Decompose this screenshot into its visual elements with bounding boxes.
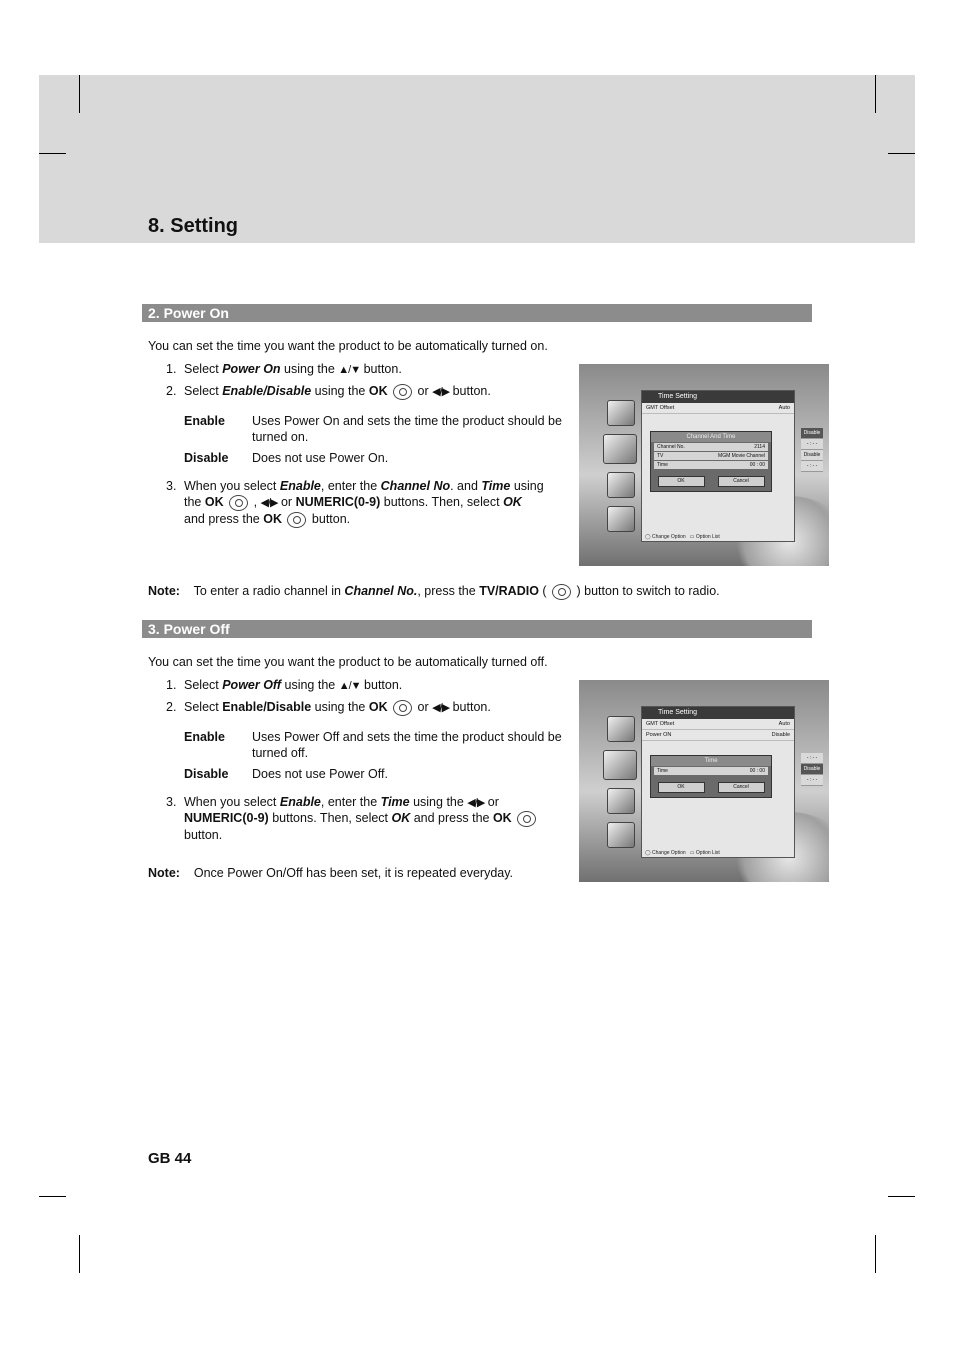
- dialog-title: Channel And Time: [651, 432, 771, 442]
- power-on-row: Power ON Disable: [642, 730, 794, 741]
- tools-icon: [607, 822, 635, 848]
- power-on-step-1: Select Power On using the ▲/▼ button.: [184, 362, 402, 376]
- tv-icon: [607, 472, 635, 498]
- crop-mark: [888, 153, 915, 154]
- power-on-step-3-line-3: and press the OK button.: [184, 512, 351, 526]
- power-on-intro: You can set the time you want the product to be automatically turned on.: [148, 339, 548, 353]
- channel-icon: [607, 400, 635, 426]
- power-on-step-3-line-1: When you select Enable, enter the Channel No. and Time using: [184, 479, 544, 493]
- option-column: [801, 428, 823, 472]
- option-value: Disable: [801, 450, 823, 461]
- time-field[interactable]: Time 00 : 00: [654, 767, 768, 775]
- window-title: Time Setting: [642, 391, 794, 403]
- enable-definition: Uses Power On and sets the time the product should be turned on.: [252, 414, 562, 444]
- section-title-power-off: 3. Power Off: [142, 620, 812, 638]
- option-value: Disable: [801, 428, 823, 439]
- ok-button-icon: [229, 495, 248, 511]
- left-right-arrow-icon: ◀/▶: [432, 701, 450, 714]
- power-on-step-2: Select Enable/Disable using the OK or ◀/▶ button.: [184, 384, 491, 398]
- channel-and-time-dialog: [650, 431, 772, 492]
- tv-channel-field[interactable]: TV MGM Movie Channel: [654, 452, 768, 460]
- option-value: - : - -: [801, 439, 823, 450]
- power-on-note: Note: To enter a radio channel in Channel No., press the TV/RADIO ( ) button to switch to radio.: [148, 584, 720, 598]
- crop-mark: [79, 1235, 80, 1273]
- menu-icon-column: [607, 400, 643, 540]
- crop-mark: [888, 1196, 915, 1197]
- step-number: 1.: [166, 678, 177, 692]
- dialog-title: Time: [651, 756, 771, 766]
- power-off-note: Note: Once Power On/Off has been set, it is repeated everyday.: [148, 866, 514, 880]
- power-off-step-3-line-1: When you select Enable, enter the Time using the ◀/▶ or: [184, 795, 499, 809]
- disable-definition: Does not use Power Off.: [252, 767, 388, 781]
- power-off-intro: You can set the time you want the product to be automatically turned off.: [148, 655, 548, 669]
- time-setting-window: [641, 706, 795, 858]
- crop-mark: [39, 1196, 66, 1197]
- gmt-offset-row: GMT Offset Auto: [642, 403, 794, 414]
- left-right-arrow-icon: ◀/▶: [432, 385, 450, 398]
- setting-icon: [603, 434, 637, 464]
- time-dialog: [650, 755, 772, 798]
- option-column: [801, 753, 823, 786]
- disable-term: Disable: [184, 451, 229, 465]
- page-number: GB 44: [148, 1150, 192, 1167]
- enable-definition: Uses Power Off and sets the time the product should be turned off.: [252, 730, 562, 760]
- power-off-step-1: Select Power Off using the ▲/▼ button.: [184, 678, 403, 692]
- channel-icon: [607, 716, 635, 742]
- step-number: 1.: [166, 362, 177, 376]
- gmt-offset-row: GMT Offset Auto: [642, 719, 794, 730]
- chapter-title: 8. Setting: [148, 215, 239, 237]
- cancel-button[interactable]: Cancel: [718, 782, 765, 793]
- tv-icon: [607, 788, 635, 814]
- disable-term: Disable: [184, 767, 229, 781]
- option-value: - : - -: [801, 753, 823, 764]
- crop-mark: [875, 75, 876, 113]
- crop-mark: [79, 75, 80, 113]
- setting-icon: [603, 750, 637, 780]
- power-off-step-2: Select Enable/Disable using the OK or ◀/▶ button.: [184, 700, 491, 714]
- power-off-step-3-line-3: button.: [184, 828, 223, 842]
- tools-icon: [607, 506, 635, 532]
- step-number: 2.: [166, 384, 177, 398]
- time-setting-window: [641, 390, 795, 542]
- tv-radio-button-icon: [552, 584, 571, 600]
- ok-button[interactable]: OK: [658, 782, 705, 793]
- step-number: 2.: [166, 700, 177, 714]
- time-field[interactable]: Time 00 : 00: [654, 461, 768, 469]
- cancel-button[interactable]: Cancel: [718, 476, 765, 487]
- menu-icon-column: [607, 716, 643, 856]
- power-on-step-3-line-2: the OK , ◀/▶ or NUMERIC(0-9) buttons. Then, select OK: [184, 495, 522, 509]
- enable-term: Enable: [184, 730, 225, 744]
- enable-term: Enable: [184, 414, 225, 428]
- up-down-arrow-icon: ▲/▼: [338, 363, 361, 376]
- hint-bar: ◯ Change Option ▭ Option List: [645, 534, 720, 540]
- ok-button[interactable]: OK: [658, 476, 705, 487]
- option-value: - : - -: [801, 775, 823, 786]
- ok-button-icon: [393, 700, 412, 716]
- power-off-screenshot: [579, 680, 829, 882]
- step-number: 3.: [166, 795, 177, 809]
- crop-mark: [39, 153, 66, 154]
- crop-mark: [875, 1235, 876, 1273]
- power-off-step-3-line-2: NUMERIC(0-9) buttons. Then, select OK and press the OK: [184, 810, 538, 827]
- disable-definition: Does not use Power On.: [252, 451, 389, 465]
- section-title-power-on: 2. Power On: [142, 304, 812, 322]
- ok-button-icon: [287, 512, 306, 528]
- ok-button-icon: [393, 384, 412, 400]
- window-title: Time Setting: [642, 707, 794, 719]
- power-on-screenshot: [579, 364, 829, 566]
- ok-button-icon: [517, 811, 536, 827]
- channel-no-field[interactable]: Channel No. 2114: [654, 443, 768, 451]
- step-number: 3.: [166, 479, 177, 493]
- left-right-arrow-icon: ◀/▶: [260, 496, 278, 509]
- hint-bar: ◯ Change Option ▭ Option List: [645, 850, 720, 856]
- option-value: Disable: [801, 764, 823, 775]
- up-down-arrow-icon: ▲/▼: [338, 679, 361, 692]
- option-value: - : - -: [801, 461, 823, 472]
- left-right-arrow-icon: ◀/▶: [467, 796, 485, 809]
